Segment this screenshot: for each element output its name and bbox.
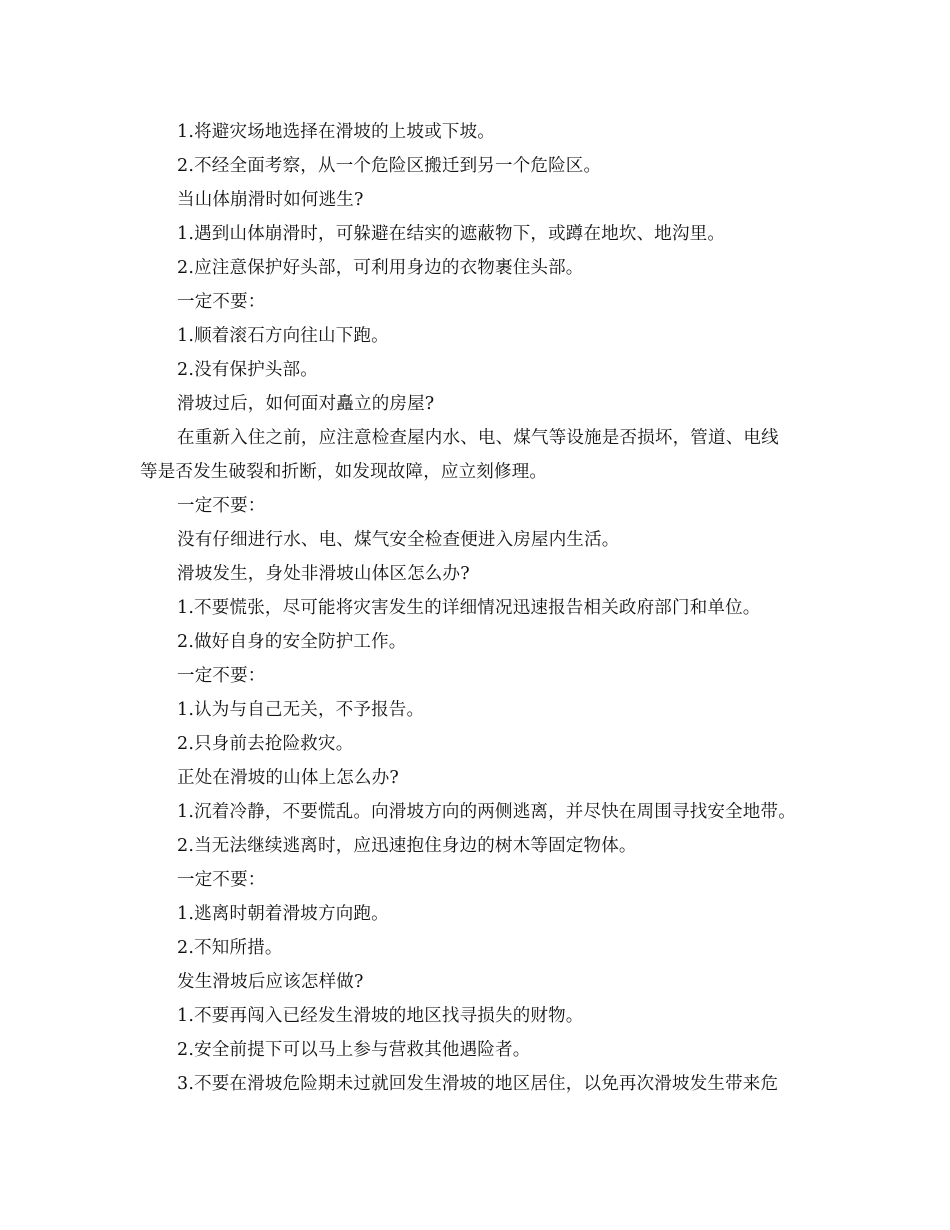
- text-line: 2.只身前去抢险救灾。: [177, 734, 354, 754]
- warning-heading: 一定不要：: [177, 292, 266, 312]
- document-body: [140, 115, 840, 1101]
- text-line: 1.沉着冷静，不要慌乱。向滑坡方向的两侧逃离，并尽快在周围寻找安全地带。: [177, 802, 796, 822]
- text-line: 没有仔细进行水、电、煤气安全检查便进入房屋内生活。: [177, 530, 620, 550]
- text-line: 2.不知所措。: [177, 938, 283, 958]
- text-line: 2.应注意保护好头部，可利用身边的衣物裹住头部。: [177, 258, 584, 278]
- text-line: 1.遇到山体崩滑时，可躲避在结实的遮蔽物下，或蹲在地坎、地沟里。: [177, 224, 726, 244]
- section-heading: 发生滑坡后应该怎样做?: [177, 972, 364, 992]
- text-line: 1.不要慌张，尽可能将灾害发生的详细情况迅速报告相关政府部门和单位。: [177, 598, 761, 618]
- section-heading: 滑坡发生，身处非滑坡山体区怎么办?: [177, 564, 470, 584]
- warning-heading: 一定不要：: [177, 496, 266, 516]
- text-line: 2.安全前提下可以马上参与营救其他遇险者。: [177, 1040, 531, 1060]
- text-line: 2.不经全面考察，从一个危险区搬迁到另一个危险区。: [177, 156, 602, 176]
- paragraph-line: 在重新入住之前，应注意检查屋内水、电、煤气等设施是否损坏，管道、电线: [177, 428, 779, 448]
- text-line: 1.逃离时朝着滑坡方向跑。: [177, 904, 389, 924]
- text-line: 1.顺着滚石方向往山下跑。: [177, 326, 389, 346]
- warning-heading: 一定不要：: [177, 870, 266, 890]
- section-heading: 正处在滑坡的山体上怎么办?: [177, 768, 399, 788]
- section-heading: 滑坡过后，如何面对矗立的房屋?: [177, 394, 435, 414]
- text-line: 2.当无法继续逃离时，应迅速抱住身边的树木等固定物体。: [177, 836, 637, 856]
- text-line: 1.将避灾场地选择在滑坡的上坡或下坡。: [177, 122, 495, 142]
- text-line: 2.没有保护头部。: [177, 360, 318, 380]
- section-heading: 当山体崩滑时如何逃生?: [177, 190, 364, 210]
- text-line: 1.认为与自己无关，不予报告。: [177, 700, 425, 720]
- text-line: 2.做好自身的安全防护工作。: [177, 632, 407, 652]
- paragraph-continuation: 等是否发生破裂和折断，如发现故障，应立刻修理。: [140, 462, 548, 482]
- text-line: 1.不要再闯入已经发生滑坡的地区找寻损失的财物。: [177, 1006, 584, 1026]
- text-line: 3.不要在滑坡危险期未过就回发生滑坡的地区居住，以免再次滑坡发生带来危: [177, 1074, 779, 1094]
- warning-heading: 一定不要：: [177, 666, 266, 686]
